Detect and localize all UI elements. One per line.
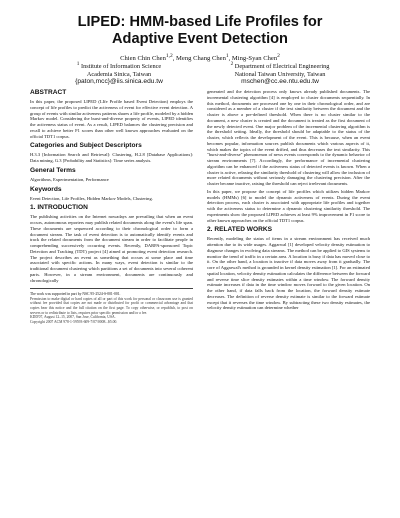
related-works-heading: 2. RELATED WORKS [207, 226, 273, 234]
categories-heading: Categories and Subject Descriptors [30, 142, 142, 150]
conference-info: KDD'07, August 12–15, 2007, San Jose, California, USA. [30, 315, 116, 320]
abstract-heading: ABSTRACT [30, 89, 67, 96]
introduction-text: The publishing activities on the Internet nowadays are prevailing that when an event occurs, autonomous reporters may publish related documents along the event's life span. These documents are sequenced according to their chronological order to form a document stream. The task of event detection is to automatically identify events and track the related documents from the document stream in order to facilitate people in comprehending successively occurring events. Recently, DARPA-sponsored Topic Detection and Tracking (TDT) project [4] aimed at promoting event detection research. The project describes an event as something that occurs at some place and time associated with specific actions. In many ways, event detection is similar to the traditional document clustering which partitions a set of documents into several coherent parts. However, in a stream environment, documents are continuously and chronologically [30, 214, 193, 283]
keywords-heading: Keywords [30, 185, 62, 193]
author-block [30, 53, 370, 93]
abstract-text: In this paper, the proposed LIPED (LIfe Profile based Event Detection) employs the concept of life profiles to predict the activeness of event for effective event detection. A group of events with similar activeness patterns shares a life profile, modeled by a hidden Markov model. Considering the burst-and-diverse property of events, LIPED identifies the activeness status of event. As a result, LIPED balances the clustering precision and recall to achieve better F1 scores than other well known approaches evaluated on the official TDT1 corpus. [30, 99, 194, 139]
footnote-block [30, 288, 193, 324]
affiliation-right-email: mschen@cc.ee.ntu.edu.tw [241, 77, 319, 85]
author-name: , Ming-Syan Chen [228, 55, 278, 63]
affiliation-left-line2: Academia Sinica, Taiwan [86, 70, 152, 78]
left-column [30, 89, 193, 324]
permission-notice: Permission to make digital or hard copies of all or part of this work for personal or classroom use is granted without fee provided that copies are not made or distributed for profit or commercial advantage and that copies bear this notice and the full citation on the first page. To copy otherwise, or republish, to post on servers or to redistribute to lists, requires prior specific permission and/or a fee. [30, 296, 193, 315]
author-name: , Meng Chang Chen [172, 55, 226, 63]
introduction-continued-text: generated and the detection process only knows already published documents. The incremental clustering algorithm [4] is employed to cluster documents sequentially. In this method, documents are processed one by one in their chronological order, and are considered as a member of a cluster if the text similarity between the document and the cluster is above a pre-defined threshold. When there is no cluster similar to the document, a new cluster is created and the document is treated as the first document of the newly detected event. One major problem of the incremental clustering algorithm is the threshold setting. Ideally, the threshold should be adaptable to the status of the cluster, which reflects the development of the event. This is because, when an event becomes popular, information sources publish documents which various aspects of it, which makes the topics of the event drifted, and thus decreases the text similarity. This "burst-and-diverse" phenomenon of news events corresponds to the dynamic behavior of stream environments [7]. Accordingly, the performance of incremental clustering algorithm can be enhanced if the activeness status of detected events is known. When a cluster is active, relaxing the similarity threshold of clustering will allow the inclusion of more related documents without seriously damaging the clustering precision. After the cluster became inactive, raising the threshold can reject irrelevant documents. [207, 89, 370, 186]
categories-text: H.3.3 [Information Search and Retrieval]: Clustering, H.2.8 [Database Applications]: Data mining, G.3 [Probability and Statistics]: Time series analysis. [30, 152, 193, 163]
keywords-text: Event Detection, Life Profiles, Hidden Markov Models, Clustering. [30, 195, 153, 201]
introduction-heading: 1. INTRODUCTION [30, 204, 88, 212]
introduction-proposal-text: In this paper, we propose the concept of life profiles which utilizes hidden Markov models (HMMs) [6] to model the dynamic activeness of events. During the event detection process, each cluster is associated with appropriate life profiles and together with the activeness status to determine a dynamic clustering similarity threshold. The experiments show the proposed LIPED achieves at least 9% improvement in F1 score to other known approaches on the official TDT1 corpus. [207, 188, 370, 223]
affiliation-right-line1: Department of Electrical Engineering [234, 63, 330, 71]
right-column [207, 89, 370, 324]
affiliation-right-line2: National Taiwan University, Taiwan [234, 70, 326, 78]
author-name: Chien Chin Chen [120, 55, 166, 63]
affiliation-left: $^1$ Institute of Information Science Academia Sinica, Taiwan {paton,mcc}@iis.sinica.edu.tw [44, 61, 194, 85]
affiliation-right: $^2$ Department of Electrical Engineering National Taiwan University, Taiwan mschen@cc.ee.ntu.edu.tw [200, 61, 360, 85]
general-terms-text: Algorithms, Experimentation, Performance [30, 176, 109, 182]
copyright-notice: Copyright 2007 ACM 978-1-59593-609-7/07/0008...$5.00. [30, 319, 118, 324]
author-affil-mark: 1,2 [165, 53, 173, 59]
paper-title: LIPED: HMM-based Life Profiles for Adaptive Event Detection [77, 14, 323, 47]
affiliation-left-line1: Institute of Information Science [80, 63, 162, 71]
author-affil-mark: 2 [277, 53, 280, 59]
affiliation-left-email: {paton,mcc}@iis.sinica.edu.tw [75, 77, 163, 85]
author-affil-mark: 1 [225, 53, 229, 59]
funding-footnote: The work was supported in part by NSC 95-2524-S-001-001. [30, 292, 121, 297]
related-works-text: Recently, modeling the status of items in a stream environment has received much attention due to its wide usages. Aggarwal [1] developed velocity density estimation to diagnose changes in evolving data streams. The method can be applied to GIS systems to monitor the trend of traffic in a certain area. A location is busy if data has moved close to it. On the other hand, a location is inactive if data moves away from it gradually. The core of Aggarwal's method is grounded in kernel density estimation [1]. For an estimated spatial location, velocity density estimation calculates the difference between the forward and reverse time slice density estimates within a time window. The forward density estimate increases if data in the time window moves forward to the given location. On the other hand, if data falls back from the location, the forward density estimate decreases. The definition of reverse density estimate is similar to the forward estimate except that it reverses the time window. By subtracting these two density estimates, the velocity density estimation can determine whether [207, 236, 370, 311]
general-terms-heading: General Terms [30, 166, 76, 174]
two-column-body [30, 89, 370, 324]
